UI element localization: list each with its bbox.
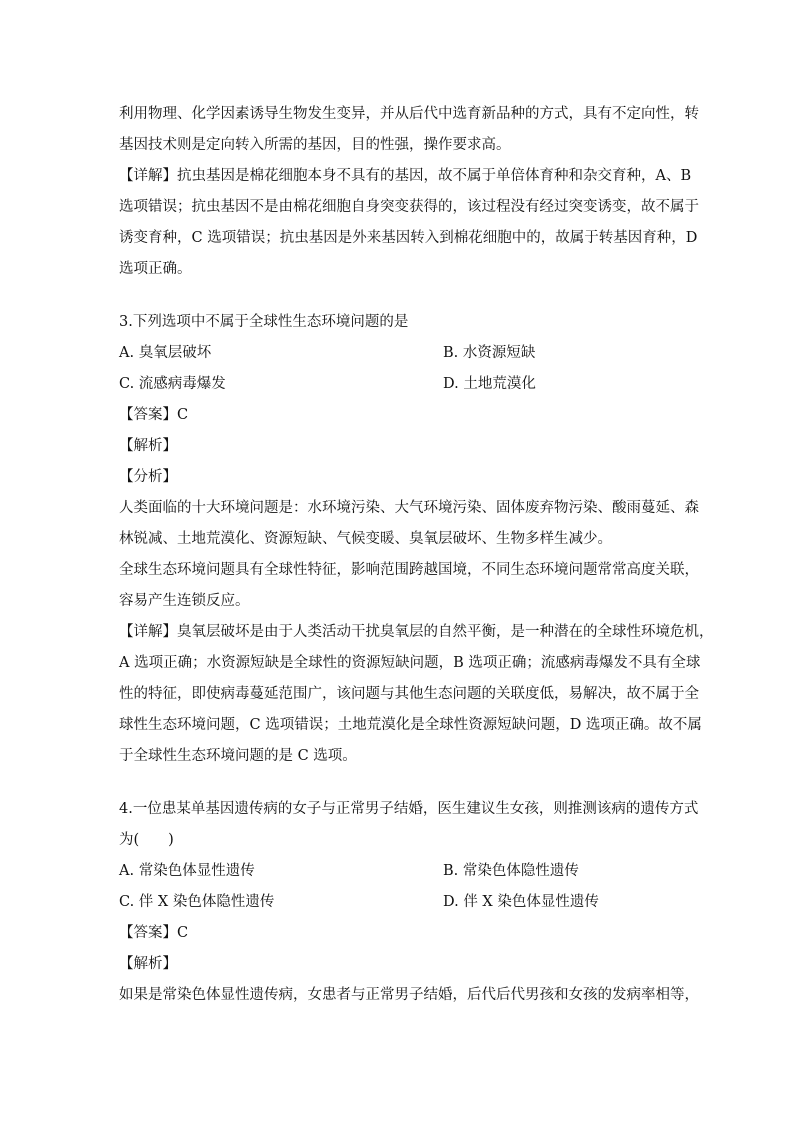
fenxi-label: 【分析】 xyxy=(119,469,177,485)
option-c: C. 伴 X 染色体隐性遗传 xyxy=(119,894,275,910)
intro-paragraph xyxy=(119,99,699,161)
question-4 xyxy=(119,794,699,1011)
option-d: D. 伴 X 染色体显性遗传 xyxy=(443,894,599,910)
text-line: 林锐减、土地荒漠化、资源短缺、气候变暖、臭氧层破坏、生物多样生减少。 xyxy=(119,531,612,547)
text-line: 人类面临的十大环境问题是：水环境污染、大气环境污染、固体废弃物污染、酸雨蔓延、森 xyxy=(119,500,699,516)
option-b: B. 常染色体隐性遗传 xyxy=(443,863,579,879)
text-line: 基因技术则是定向转入所需的基因，目的性强，操作要求高。 xyxy=(119,137,511,153)
options-row xyxy=(119,856,679,887)
spacer xyxy=(119,772,679,794)
text-line: 诱变育种，C 选项错误；抗虫基因是外来基因转入到棉花细胞中的，故属于转基因育种，D xyxy=(119,230,698,246)
text-line: A 选项正确；水资源短缺是全球性的资源短缺问题，B 选项正确；流感病毒爆发不具有全球 xyxy=(119,655,701,671)
text-line: 球性生态环境问题，C 选项错误；土地荒漠化是全球性资源短缺问题，D 选项正确。故不属 xyxy=(119,717,702,733)
options-row xyxy=(119,338,679,369)
answer-line: 【答案】C xyxy=(119,407,189,423)
text-line: 如果是常染色体显性遗传病，女患者与正常男子结婚，后代后代男孩和女孩的发病率相等， xyxy=(119,987,699,1003)
text-line: 于全球性生态环境问题的是 C 选项。 xyxy=(119,748,357,764)
detail-paragraph xyxy=(119,617,714,772)
text-line: 全球生态环境问题具有全球性特征，影响范围跨越国境，不同生态环境问题常常高度关联， xyxy=(119,562,699,578)
question-stem: 3.下列选项中不属于全球性生态环境问题的是 xyxy=(119,314,409,330)
text-line: 容易产生连锁反应。 xyxy=(119,593,250,609)
analysis-label: 【解析】 xyxy=(119,438,177,454)
option-b: B. 水资源短缺 xyxy=(443,345,536,361)
question-3 xyxy=(119,307,714,772)
options-row xyxy=(119,887,679,918)
text-line: 性的特征，即使病毒蔓延范围广，该问题与其他生态问题的关联度低，易解决，故不属于全 xyxy=(119,686,699,702)
page-content xyxy=(119,99,714,1011)
option-a: A. 臭氧层破坏 xyxy=(119,345,212,361)
text-line: 利用物理、化学因素诱导生物发生变异，并从后代中选育新品种的方式，具有不定向性，转 xyxy=(119,106,699,122)
text-line: 选项正确。 xyxy=(119,261,192,277)
answer-line: 【答案】C xyxy=(119,925,189,941)
option-a: A. 常染色体显性遗传 xyxy=(119,863,255,879)
fenxi-paragraph xyxy=(119,493,699,617)
question-stem: 为( ) xyxy=(119,832,174,848)
q2-detail-paragraph xyxy=(119,161,699,285)
analysis-label: 【解析】 xyxy=(119,956,177,972)
text-line: 【详解】抗虫基因是棉花细胞本身不具有的基因，故不属于单倍体育种和杂交育种，A、B xyxy=(119,168,692,184)
text-line: 【详解】臭氧层破坏是由于人类活动干扰臭氧层的自然平衡，是一种潜在的全球性环境危机， xyxy=(119,624,714,640)
question-stem: 4.一位患某单基因遗传病的女子与正常男子结婚，医生建议生女孩，则推测该病的遗传方式 xyxy=(119,801,699,817)
option-d: D. 土地荒漠化 xyxy=(443,376,536,392)
spacer xyxy=(119,285,679,307)
option-c: C. 流感病毒爆发 xyxy=(119,376,226,392)
options-row xyxy=(119,369,679,400)
text-line: 选项错误；抗虫基因不是由棉花细胞自身突变获得的，该过程没有经过突变诱变，故不属于 xyxy=(119,199,699,215)
